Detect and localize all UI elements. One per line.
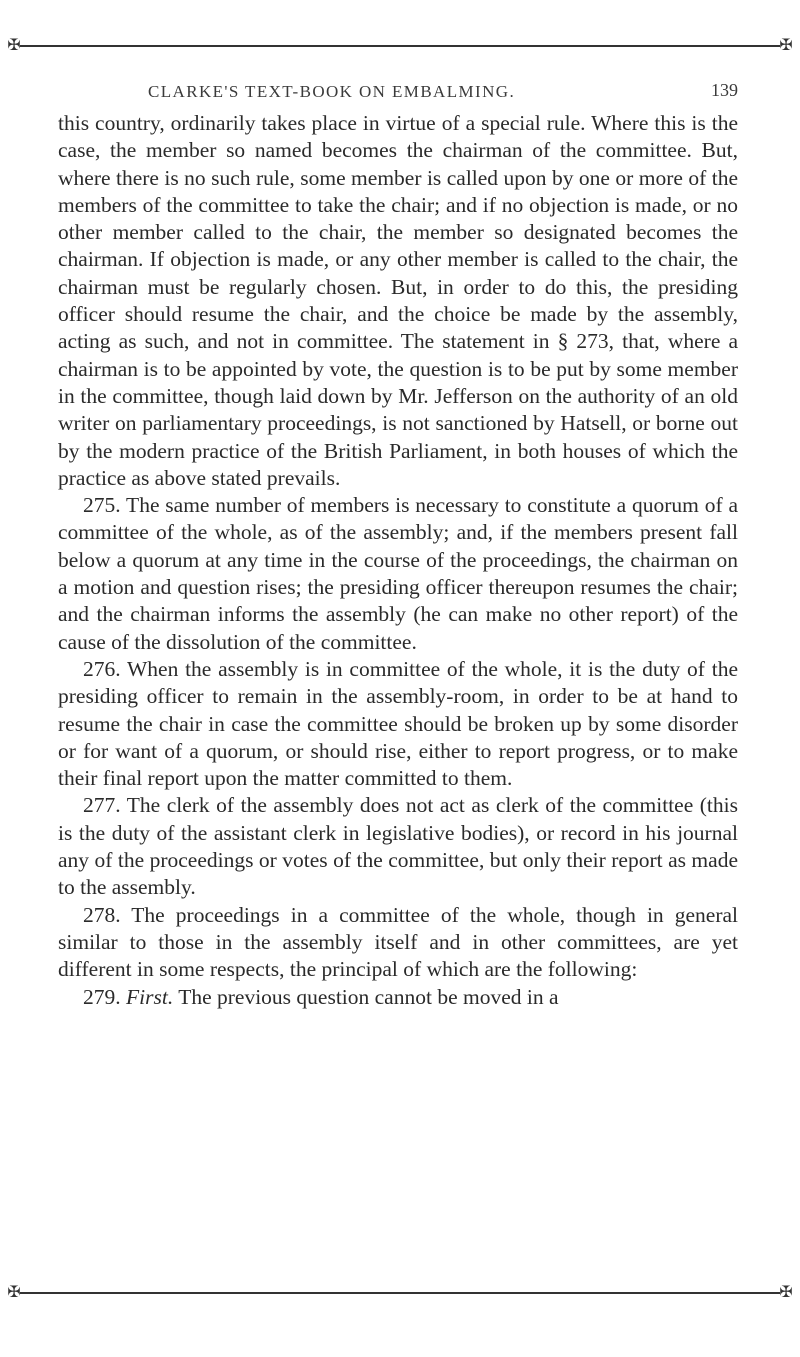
section-text: The previous question cannot be moved in a (173, 984, 559, 1009)
corner-ornament-icon: ✠ (779, 1282, 793, 1301)
body-text (58, 110, 738, 1011)
section-number: 279. (83, 984, 121, 1009)
section-275 (58, 492, 738, 656)
bottom-border-rule (20, 1292, 780, 1294)
running-head: CLARKE'S TEXT-BOOK ON EMBALMING. (148, 82, 516, 101)
paragraph-continued: this country, ordinarily takes place in virtue of a special rule. Where this is the case, the member so named becomes the chairman of the committee. But, where there is no such rule, some member is called upon by one or more of the members of the committee to take the chair; and if no objection is made, or no other member called to the chair, the member so designated becomes the chairman. If objection is made, or any other member is called to the chair, the chairman must be regularly chosen. But, in order to do this, the presiding officer should resume the chair, and the choice be made by the assembly, acting as such, and not in committee. The statement in § 273, that, where a chairman is to be appointed by vote, the question is to be put by some member in the committee, though laid down by Mr. Jefferson on the authority of an old writer on parliamentary proceedings, is not sanctioned by Hatsell, or borne out by the modern practice of the British Parliament, in both houses of which the practice as above stated prevails. (58, 111, 738, 490)
section-277 (58, 792, 738, 901)
section-276 (58, 656, 738, 792)
corner-ornament-icon: ✠ (7, 1282, 21, 1301)
top-border-rule (20, 45, 780, 47)
section-279 (58, 984, 738, 1011)
section-number: 278. (83, 902, 121, 927)
section-278 (58, 902, 738, 984)
section-text: When the assembly is in committee of the whole, it is the duty of the presiding officer to remain in the assembly-room, in order to be at hand to resume the chair in case the committee should be broken up by some disorder or for want of a quorum, or should rise, either to report progress, or to make their final report upon the matter committed to them. (58, 656, 738, 791)
corner-ornament-icon: ✠ (7, 35, 21, 54)
corner-ornament-icon: ✠ (779, 35, 793, 54)
section-text: The same number of members is necessary to constitute a quorum of a committee of the whole, as of the assembly; and, if the members present fall below a quorum at any time in the course of the proceedings, the chairman on a motion and question rises; the presiding officer thereupon resumes the chair; and the chairman informs the assembly (he can make no other report) of the cause of the dissolution of the committee. (58, 493, 738, 654)
section-number: 275. (83, 493, 121, 518)
section-emphasis: First. (126, 984, 174, 1009)
section-text: The clerk of the assembly does not act as clerk of the committee (this is the duty of the assistant clerk in legislative bodies), or record in his journal any of the proceedings or votes of the committee, but only their report as made to the assembly. (58, 793, 738, 900)
section-text: The proceedings in a committee of the whole, though in general similar to those in the assembly itself and in other committees, are yet different in some respects, the principal of which are the following: (58, 902, 738, 982)
section-number: 276. (83, 656, 121, 681)
section-number: 277. (83, 793, 121, 818)
page-number: 139 (711, 80, 738, 100)
